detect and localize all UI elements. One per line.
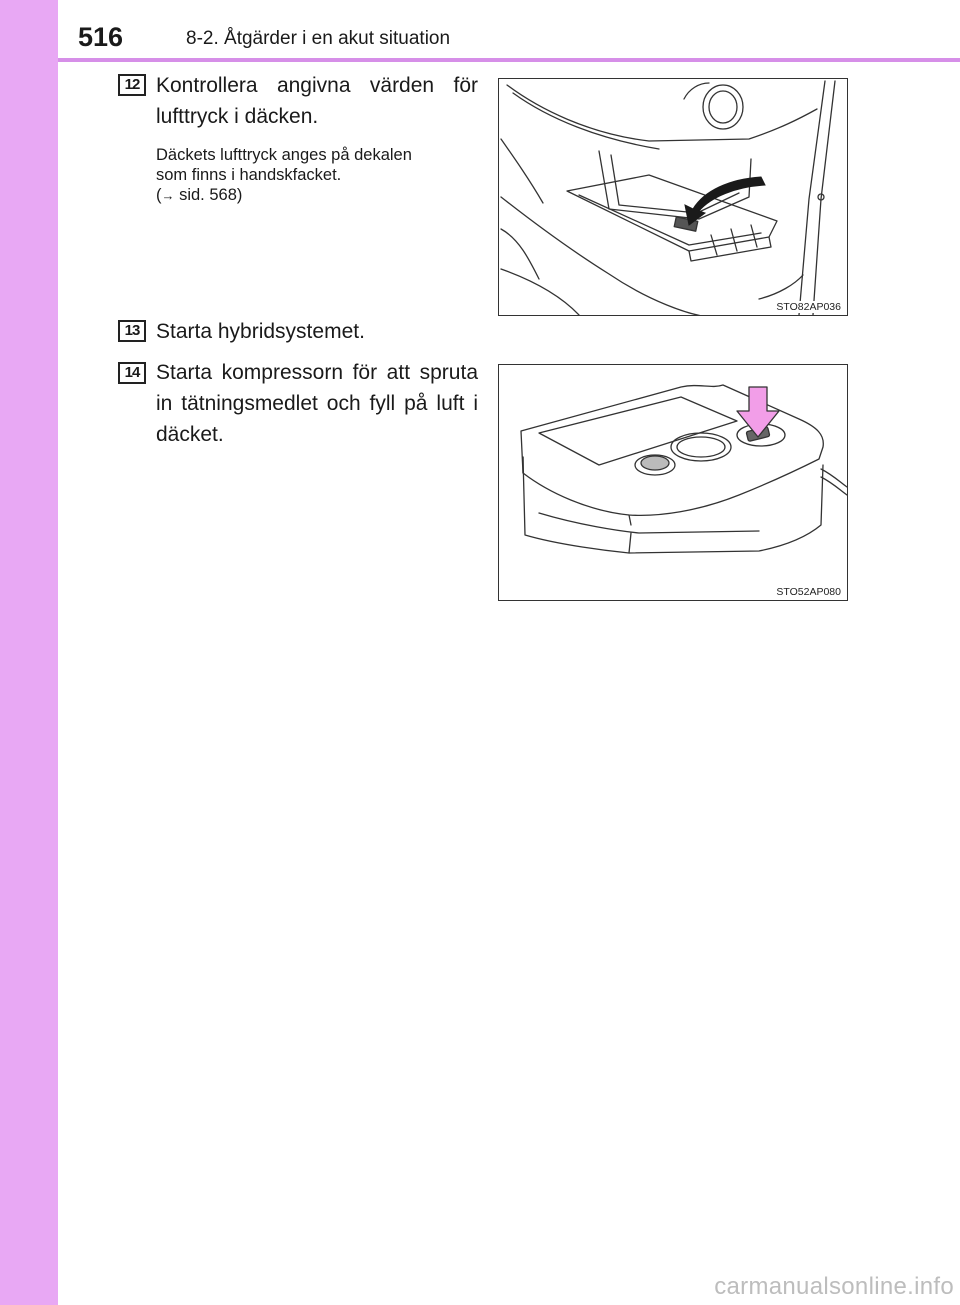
step-badge-13: 13 (118, 320, 146, 342)
note-line-2: som finns i handskfacket. (156, 166, 342, 184)
header-rule (58, 58, 960, 62)
compressor-illustration (499, 365, 848, 601)
note-ref-open: ( (156, 186, 162, 204)
glovebox-illustration (499, 79, 848, 316)
note-line-1: Däckets lufttryck anges på dekalen (156, 146, 412, 164)
figure-compressor (498, 364, 848, 601)
figure-code: STO52AP080 (776, 586, 841, 598)
step-badge-12: 12 (118, 74, 146, 96)
figure-glovebox (498, 78, 848, 316)
page-number: 516 (78, 22, 124, 52)
note-ref-text: sid. 568) (179, 186, 243, 204)
step-12-note (156, 145, 478, 206)
figure-code: STO82AP036 (776, 301, 841, 313)
step-badge-14: 14 (118, 362, 146, 384)
step-12-text: Kontrollera angivna värden för lufttryck i däcken. (156, 74, 478, 128)
note-reference[interactable] (156, 185, 478, 206)
side-bar (0, 0, 58, 1305)
arrow-right-icon: → (161, 188, 175, 203)
step-14-text: Starta kompressorn för att spruta in tätningsmedlet och fyll på luft i däcket. (156, 361, 478, 446)
section-title: 8-2. Åtgärder i en akut situation (186, 28, 451, 49)
step-13-text: Starta hybridsystemet. (156, 320, 365, 343)
watermark: carmanualsonline.info (714, 1273, 954, 1300)
